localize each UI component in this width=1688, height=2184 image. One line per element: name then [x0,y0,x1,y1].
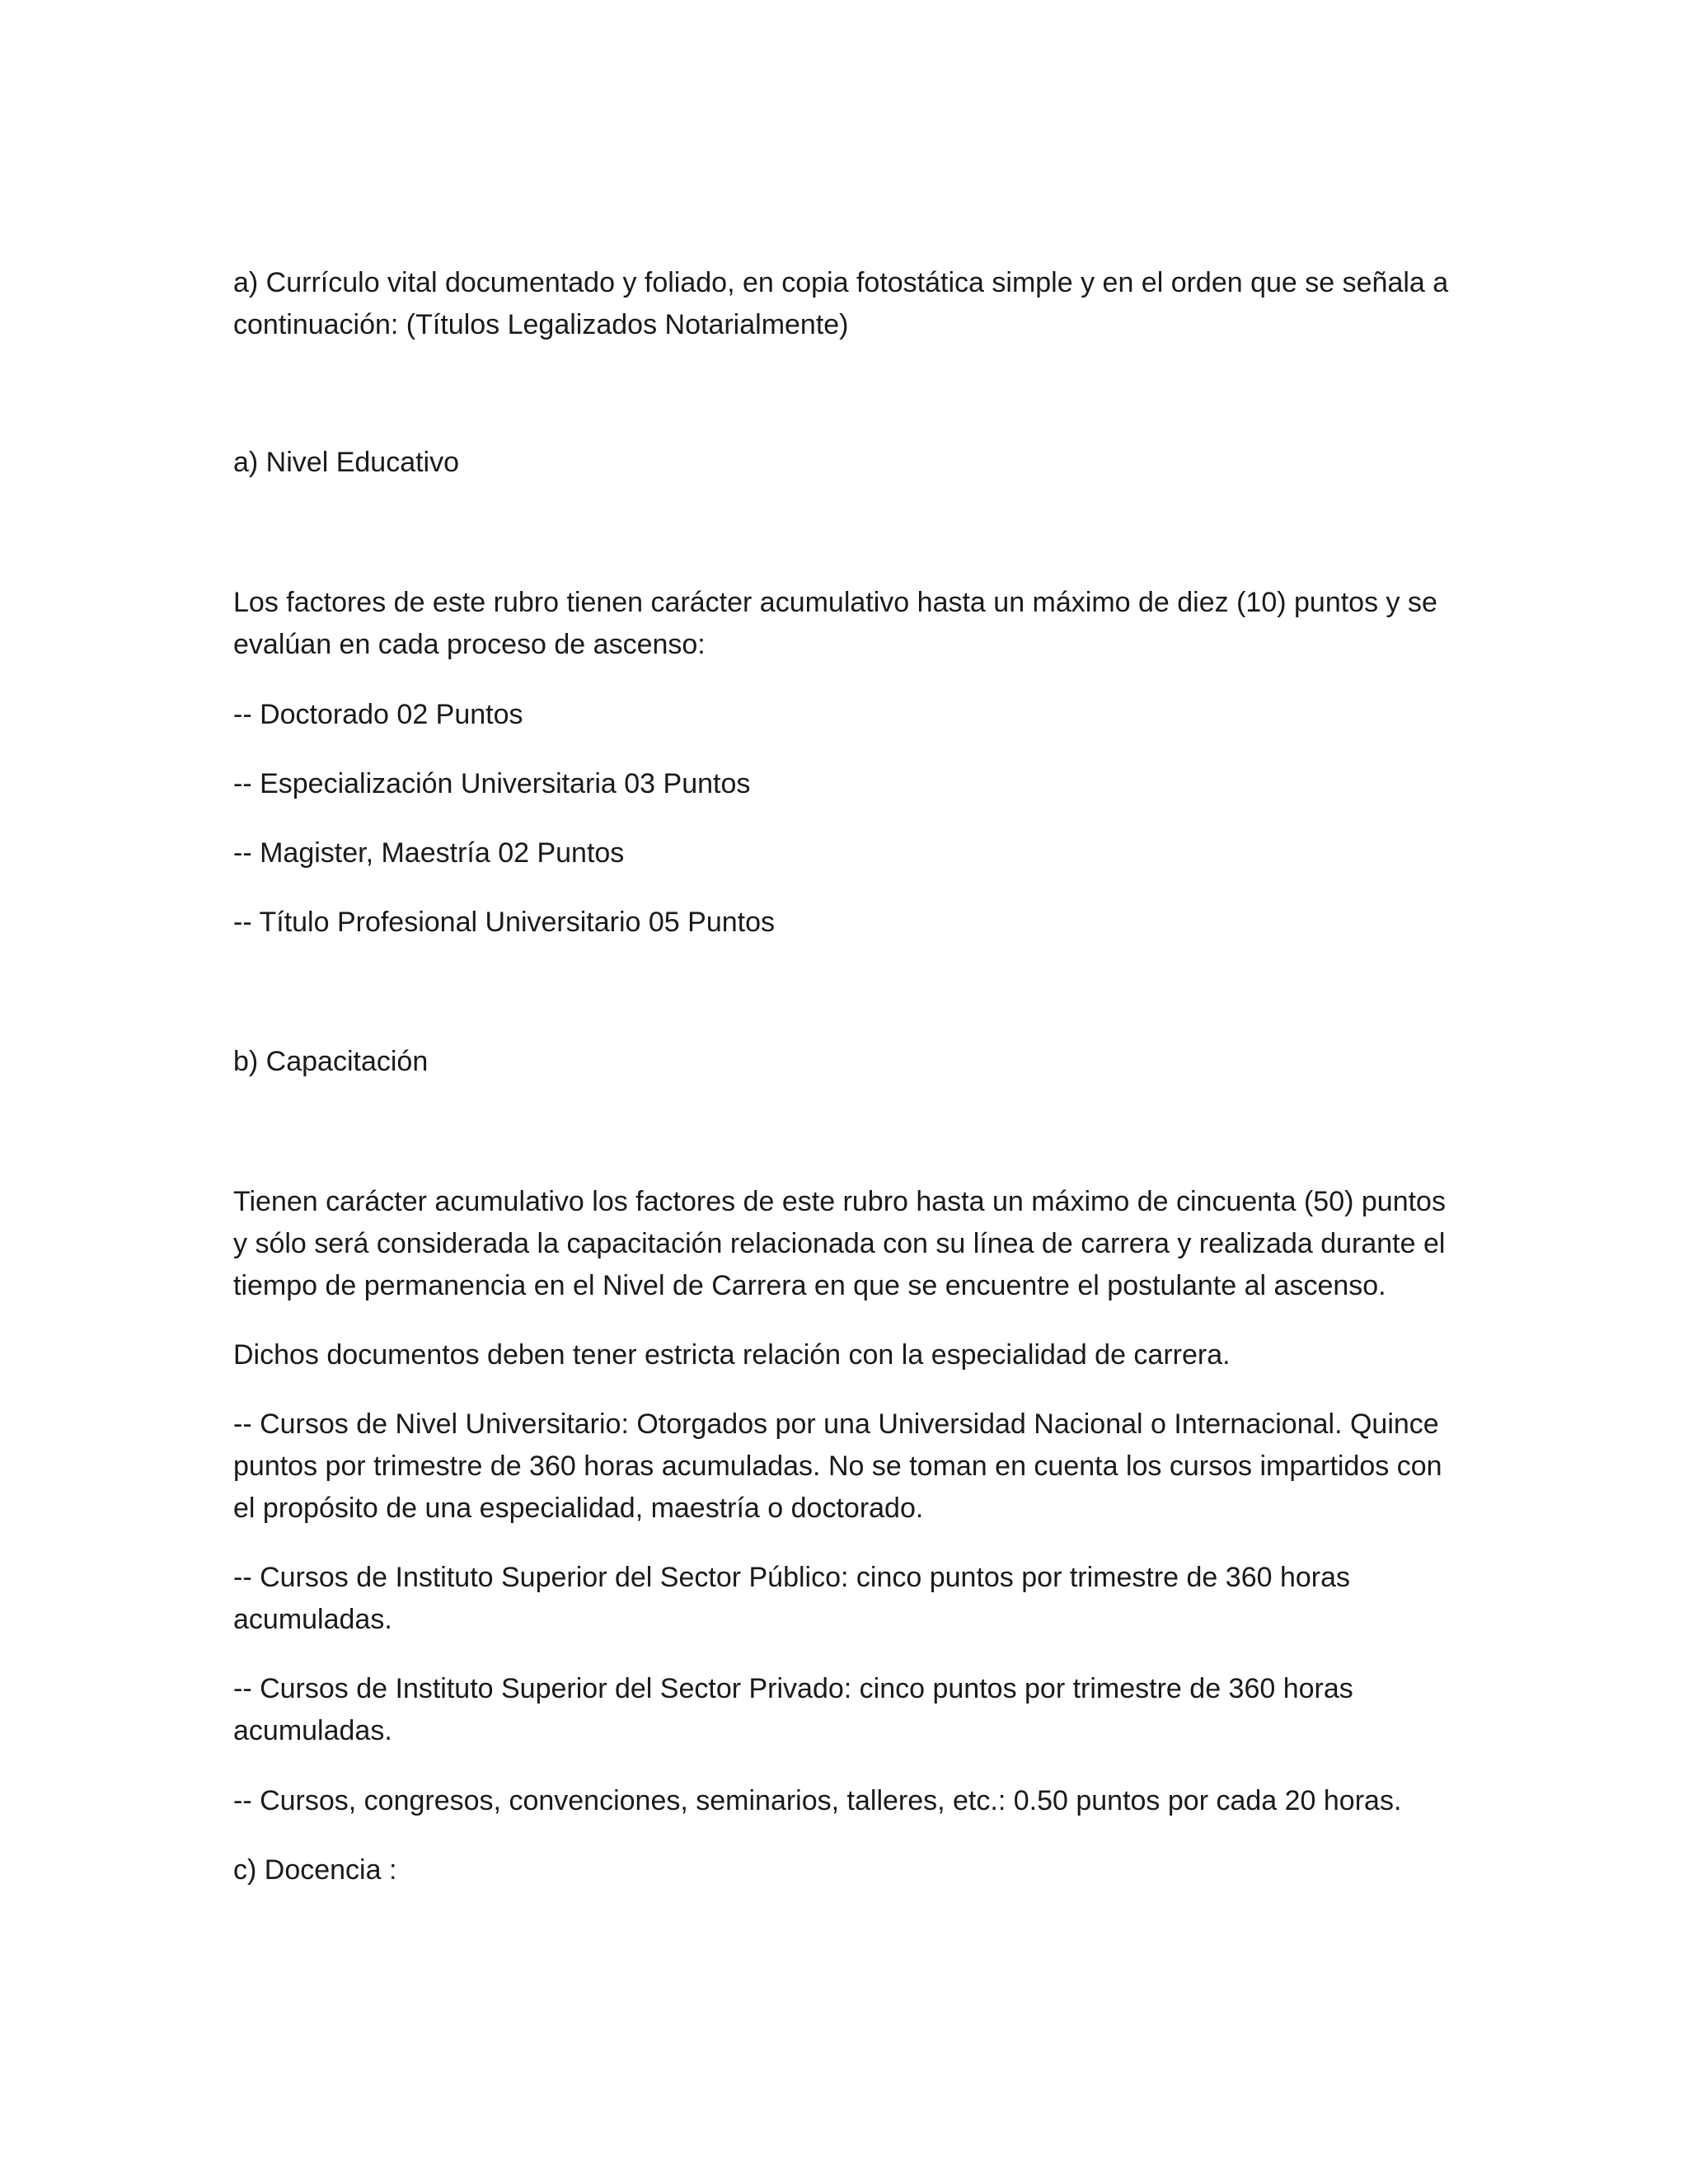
list-item-cursos-publico: -- Cursos de Instituto Superior del Sector Público: cinco puntos por trimestre de 360 horas acumuladas. [233,1562,1351,1635]
section-heading-nivel-educativo: a) Nivel Educativo [233,447,460,478]
section-heading-docencia: c) Docencia : [233,1854,397,1886]
list-item-titulo-profesional: -- Título Profesional Universitario 05 Puntos [233,907,776,938]
list-item-cursos-universitario: -- Cursos de Nivel Universitario: Otorgados por una Universidad Nacional o Internacional. Quince puntos por trimestre de 360 horas acumuladas. No se toman en cuenta los cursos impartidos con el propósito de una especialidad, maestría o doctorado. [233,1408,1442,1524]
list-item-cursos-congresos: -- Cursos, congresos, convenciones, seminarios, talleres, etc.: 0.50 puntos por cada 20 horas. [233,1785,1402,1816]
capacitacion-description: Tienen carácter acumulativo los factores de este rubro hasta un máximo de cincuenta (50) puntos y sólo será considerada la capacitación relacionada con su línea de carrera y realizada durante el tiempo de permanencia en el Nivel de Carrera en que se encuentre el postulante al ascenso. [233,1186,1446,1301]
list-item-doctorado: -- Doctorado 02 Puntos [233,699,523,730]
list-item-cursos-privado: -- Cursos de Instituto Superior del Sector Privado: cinco puntos por trimestre de 360 horas acumuladas. [233,1673,1353,1746]
list-item-especializacion: -- Especialización Universitaria 03 Puntos [233,768,751,799]
capacitacion-note: Dichos documentos deben tener estricta relación con la especialidad de carrera. [233,1339,1231,1371]
list-item-magister: -- Magister, Maestría 02 Puntos [233,837,625,869]
nivel-educativo-description: Los factores de este rubro tienen carácter acumulativo hasta un máximo de diez (10) puntos y se evalúan en cada proceso de ascenso: [233,587,1437,660]
section-heading-capacitacion: b) Capacitación [233,1046,429,1077]
intro-paragraph: a) Currículo vital documentado y foliado, en copia fotostática simple y en el orden que se señala a continuación: (Títulos Legalizados Notarialmente) [233,267,1449,340]
